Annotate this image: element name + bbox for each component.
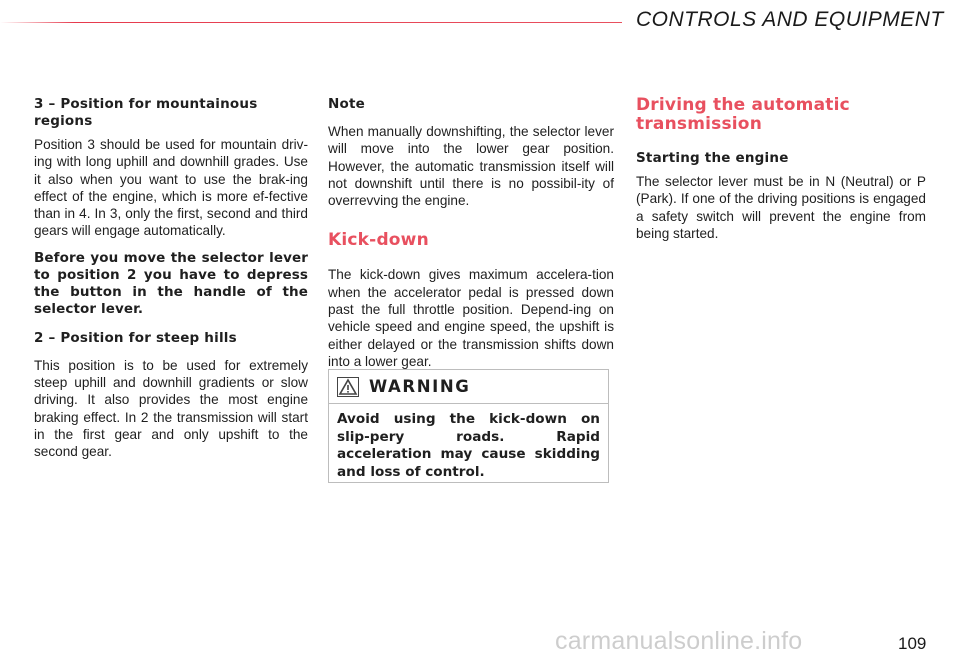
starting-engine-heading: Starting the engine — [636, 150, 789, 166]
section-title: CONTROLS AND EQUIPMENT — [636, 8, 944, 31]
warning-header — [329, 370, 608, 404]
selector-lever-note: Before you move the selector lever to position 2 you have to depress the button in the handle of the selector lever. — [34, 249, 308, 317]
note-heading: Note — [328, 96, 365, 112]
warning-text: Avoid using the kick-down on slip-pery roads. Rapid acceleration may cause skidding and loss of control. — [337, 411, 600, 480]
page-number: 109 — [898, 634, 927, 653]
warning-box — [328, 369, 609, 483]
position-3-text: Position 3 should be used for mountain driv-ing with long uphill and downhill grades. Use it also when you want to use the brak-ing effect of the engine, which is more ef-fective than in 4. In 3, only the first, second and third gears will engage automatically. — [34, 137, 308, 239]
starting-engine-text: The selector lever must be in N (Neutral) or P (Park). If one of the driving positions is engaged a safety switch will prevent the engine from being started. — [636, 174, 926, 241]
note-text: When manually downshifting, the selector lever will move into the lower gear position. However, the automatic transmission itself will not downshift until there is no possibil-ity of overrevving the engine. — [328, 124, 614, 209]
column-right — [636, 96, 926, 242]
warning-title: WARNING — [369, 377, 471, 396]
warning-body — [329, 404, 608, 481]
watermark: carmanualsonline.info — [555, 627, 803, 655]
position-2-text: This position is to be used for extremely steep uphill and downhill gradients or slow driving. It also provides the most engine braking effect. In 2 the transmission will start in the first gear and only upshift to the second gear. — [34, 357, 308, 460]
main-heading: Driving the automatic transmission — [636, 95, 850, 134]
header-rule — [0, 22, 622, 23]
heading-position-3: 3 – Position for mountainous regions — [34, 96, 258, 129]
warning-triangle-icon — [337, 377, 359, 397]
kickdown-heading: Kick-down — [328, 230, 429, 251]
heading-position-2: 2 – Position for steep hills — [34, 329, 237, 346]
column-left — [34, 96, 308, 461]
column-middle — [328, 96, 614, 370]
kickdown-text: The kick-down gives maximum accelera-tion when the accelerator pedal is pressed down past the full throttle position. Depend-ing on vehicle speed and engine speed, the upshift is either delayed or the transmission shifts down into a lower gear. — [328, 267, 614, 369]
